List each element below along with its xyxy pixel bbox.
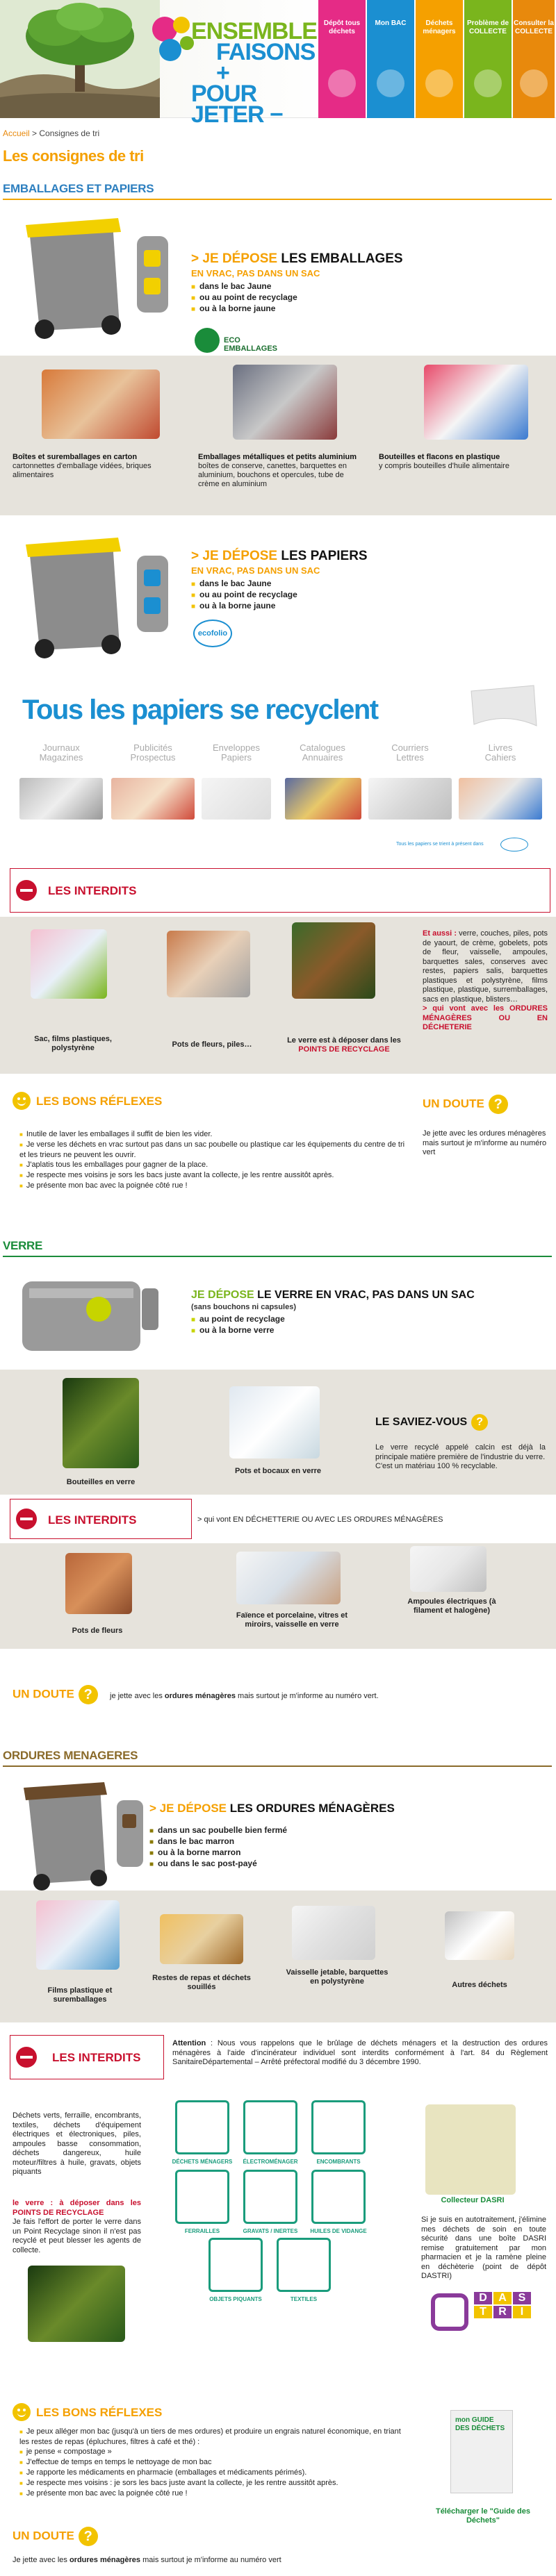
interdit-item: Pots de fleurs, piles… (172, 1040, 252, 1049)
picto-ferrailles (175, 2170, 229, 2224)
forbidden-icon (16, 1509, 37, 1529)
dastri-logo: D A S T R I (431, 2292, 542, 2332)
header (0, 0, 556, 128)
paper-footnote: Tous les papiers se trient à présent dans (396, 842, 484, 847)
picto-huiles (311, 2170, 366, 2224)
reflexe-tip: ■ J'aplatis tous les emballages pour gagner de la place. (19, 1160, 409, 1170)
guide-download-link[interactable]: Télécharger le "Guide des Déchets" (435, 2507, 531, 2525)
yellow-bin-icon (15, 208, 175, 340)
interdits-aussi: Et aussi : verre, couches, piles, pots de yaourt, de crème, gobelets, pots de fleur, vaisselle, ampoules, barquettes sales, conserves avec restes, papiers salis, barquettes plastiques et polystyrène, films plastique, plastique, surremballages, sacs en plastique, blisters… > qui vont avec les ORDURES MÉNAGÈRES OU EN DÉCHETERIE (423, 929, 548, 1031)
paper-type: Publicités Prospectus (130, 742, 176, 763)
flowerpots-image (167, 931, 250, 997)
other-waste-image (445, 1911, 514, 1960)
dasri-text: Si je suis en autotraitement, j'élimine mes déchets de soin en toute sécurité dans une boîte DASRI remise gratuitement par mon pharmacien et je la ramène pleine en déchèterie (point de dépôt DASTRI) (421, 2216, 546, 2280)
reflexe-tip: ■ Je respecte mes voisins : je sors les bacs juste avant la collecte, je les rentre aussitôt après. (19, 2478, 409, 2488)
breadcrumb (3, 128, 99, 138)
smiley-icon (13, 2403, 31, 2421)
doute-title: UN DOUTE ? (13, 1685, 98, 1704)
picto-label: GRAVATS / INERTES (243, 2228, 298, 2234)
trash-icon (328, 69, 356, 97)
om-category: Vaisselle jetable, barquettes en polystyrène (286, 1968, 389, 1986)
picto-textiles (277, 2238, 331, 2292)
depose-item: ■ dans le bac Jaune (191, 579, 539, 588)
flowerpots-image (65, 1553, 132, 1614)
food-waste-image (160, 1914, 243, 1964)
interdits-emballages-box (10, 868, 550, 913)
picto-electromenager (243, 2100, 297, 2154)
logo-line2: FAISONS + (216, 39, 316, 86)
books-image (459, 778, 542, 820)
section-title-verre: VERRE (3, 1239, 43, 1252)
ecofolio-logo: ecofolio (193, 620, 232, 647)
depose-item: ■ au point de recyclage (191, 1314, 546, 1324)
paper-type: Catalogues Annuaires (300, 742, 345, 763)
depose-what: LES ORDURES MÉNAGÈRES (227, 1802, 395, 1815)
brown-bin-icon (15, 1775, 147, 1893)
nav-tile-consulter[interactable] (513, 0, 555, 118)
catalogues-image (285, 778, 361, 820)
glass-container-icon (15, 1268, 161, 1365)
interdits-om-verre: le verre : à déposer dans les POINTS DE RECYCLAGE Je fais l'effort de porter le verre dans un Point Recyclage sinon il n'est pas recyclé et peut blesser les agents de collecte. (13, 2199, 141, 2254)
dasri-collector-image (425, 2104, 516, 2195)
doute-verre-text: je jette avec les ordures ménagères mais surtout je m'informe au numéro vert. (110, 1692, 379, 1700)
question-icon: ? (471, 1414, 488, 1431)
section-divider (3, 1765, 552, 1767)
nav-tile-menagers[interactable] (416, 0, 463, 118)
carton-image (42, 369, 160, 439)
interdit-item: Le verre est à déposer dans les POINTS DE RECYCLAGE (287, 1036, 401, 1054)
reflexe-tip: ■ Je peux alléger mon bac (jusqu'à un tiers de mes ordures) et produire un engrais naturel économique, en triant les restes de repas (épluchures, filtres à café et thé) : (19, 2427, 409, 2447)
depose-item: ■ ou au point de recyclage (191, 292, 539, 302)
depose-sub: EN VRAC, PAS DANS UN SAC (191, 268, 320, 279)
reflexe-tip: ■ J'effectue de temps en temps le nettoyage de mon bac (19, 2457, 409, 2468)
question-icon: ? (79, 2527, 98, 2546)
interdit-item: Ampoules électriques (à filament et halogène) (407, 1597, 496, 1615)
paper-sheet-icon (464, 684, 541, 733)
verre-category: Pots et bocaux en verre (234, 1467, 322, 1475)
envelopes-image (202, 778, 271, 820)
nav-label: Problème de COLLECTE (466, 19, 509, 35)
category-bottles: Bouteilles et flacons en plastique y compris bouteilles d'huile alimentaire (379, 453, 509, 470)
paper-type: Livres Cahiers (484, 742, 516, 763)
depose-je: > JE DÉPOSE (191, 251, 278, 266)
depose-je: JE DÉPOSE (191, 1289, 254, 1301)
section-divider (3, 199, 552, 200)
metal-image (233, 365, 337, 440)
nav-tile-probleme[interactable] (464, 0, 512, 118)
bulbs-image (410, 1546, 486, 1592)
depose-om (149, 1802, 539, 1870)
nav-label: Déchets ménagers (423, 19, 456, 35)
interdits-om-text: Déchets verts, ferraille, encombrants, textiles, déchets d'équipement électriques et électroniques, piles, ampoules basse consommation, déchets dangereux, huile moteur/filtres à huile, gravats, objets piquants (13, 2111, 141, 2176)
search-icon (520, 69, 548, 97)
section-divider (3, 1256, 552, 1257)
reflexes-list (19, 2427, 409, 2499)
picto-label: TEXTILES (290, 2296, 318, 2302)
nav-label: Mon BAC (375, 19, 407, 27)
bottles-image (424, 365, 528, 440)
om-category: Films plastique et suremballages (47, 1986, 113, 2004)
doute-om-text: Je jette avec les ordures ménagères mais surtout je m'informe au numéro vert (13, 2556, 281, 2564)
breadcrumb-home-link[interactable]: Accueil (3, 128, 30, 138)
guide-cover[interactable] (450, 2410, 513, 2493)
om-category: Autres déchets (452, 1981, 507, 1989)
picto-label: ÉLECTROMÉNAGER (243, 2159, 298, 2165)
picto-label: DÉCHETS MÉNAGERS (172, 2159, 233, 2165)
reflexe-tip: ■ Inutile de laver les emballages il suffit de bien les vider. (19, 1129, 409, 1140)
depose-je: > JE DÉPOSE (149, 1802, 227, 1815)
logo-line3: POUR JETER − (191, 81, 283, 128)
nav-label: Consulter la COLLECTE (514, 19, 554, 35)
depose-item: ■ dans le bac marron (149, 1836, 539, 1846)
interdits-label: LES INTERDITS (48, 1513, 137, 1527)
smiley-icon (13, 1092, 31, 1110)
picto-label: OBJETS PIQUANTS (209, 2296, 262, 2302)
picto-label: HUILES DE VIDANGE (310, 2228, 367, 2234)
interdit-item: Faïence et porcelaine, vitres et miroirs, vaisselle en verre (236, 1611, 348, 1629)
depose-je: > JE DÉPOSE (191, 549, 278, 563)
picto-encombrants (311, 2100, 366, 2154)
category-metal: Emballages métalliques et petits aluminium boîtes de conserve, canettes, barquettes en aluminium, bouchons et opercules, tube de crème en aluminium (198, 453, 357, 488)
newspapers-image (19, 778, 103, 820)
depose-item: ■ dans le bac Jaune (191, 281, 539, 291)
wine-bottles-image (28, 2266, 125, 2342)
category-carton: Boîtes et suremballages en carton cartonnettes d'emballage vidées, briques alimentaires (13, 453, 152, 479)
interdits-verre-note: > qui vont EN DÉCHETTERIE OU AVEC LES ORDURES MÉNAGÈRES (197, 1515, 443, 1524)
partner-label: ECO EMBALLAGES (224, 336, 277, 353)
house-icon (425, 69, 453, 97)
picto-objets-piquants (208, 2238, 263, 2292)
interdits-label: LES INTERDITS (48, 884, 137, 897)
interdits-om-box (10, 2035, 164, 2079)
depose-item: ■ dans un sac poubelle bien fermé (149, 1825, 539, 1835)
picto-label: FERRAILLES (184, 2228, 220, 2234)
breadcrumb-sep: > (32, 128, 38, 138)
question-icon: ? (489, 1095, 508, 1114)
reflexe-tip: ■ Je rapporte les médicaments en pharmacie (emballages et médicaments périmés). (19, 2468, 409, 2478)
prospectus-image (111, 778, 195, 820)
depose-item: ■ ou à la borne verre (191, 1325, 546, 1335)
doute-title: UN DOUTE ? (13, 2527, 98, 2546)
porcelain-image (236, 1552, 341, 1604)
doute-text: Je jette avec les ordures ménagères mais surtout je m'informe au numéro vert (423, 1129, 547, 1156)
section-title-emballages: EMBALLAGES ET PAPIERS (3, 182, 154, 195)
paper-type: Courriers Lettres (391, 742, 429, 763)
reflexes-title: LES BONS RÉFLEXES (36, 2406, 163, 2419)
reflexe-tip: ■ Je respecte mes voisins je sors les bacs juste avant la collecte, je les rentre aussitôt après. (19, 1170, 409, 1181)
reflexe-tip: ■ Je présente mon bac avec la poignée côté rue ! (19, 2488, 409, 2499)
depose-sub: EN VRAC, PAS DANS UN SAC (191, 565, 320, 576)
depose-what: LES EMBALLAGES (277, 251, 403, 266)
wine-bottles-image (63, 1378, 139, 1468)
nav-label: Dépôt tous déchets (323, 19, 361, 35)
guide-title: mon GUIDE DES DÉCHETS (455, 2416, 505, 2432)
depose-what: LE VERRE EN VRAC, PAS DANS UN SAC (254, 1289, 475, 1301)
depose-item: ■ ou à la borne jaune (191, 304, 539, 313)
question-icon: ? (79, 1685, 98, 1704)
main-nav (318, 0, 556, 118)
reflexe-tip: ■ Je verse les déchets en vrac surtout pas dans un sac poubelle ou plastique car les équipements du centre de tri et les trieurs ne peuvent les ouvrir. (19, 1140, 409, 1160)
depose-emballages (191, 251, 539, 315)
ecofolio-small-icon (500, 838, 528, 851)
paper-type: Journaux Magazines (39, 742, 83, 763)
interdit-item: Pots de fleurs (72, 1627, 123, 1635)
doute-title: UN DOUTE ? (423, 1095, 508, 1114)
depose-sub: (sans bouchons ni capsules) (191, 1303, 296, 1311)
saviez-text: Le verre recyclé appelé calcin est déjà la principale matière première de l'industrie du verre. C'est un matériau 100 % recyclable. (375, 1443, 546, 1470)
interdit-item: Sac, films plastiques, polystyrène (34, 1035, 112, 1052)
picto-gravats (243, 2170, 297, 2224)
letters-image (368, 778, 452, 820)
films-image (36, 1900, 120, 1970)
depose-what: LES PAPIERS (277, 549, 368, 563)
tree-logo-icon (0, 0, 160, 118)
logo-line1: ENSEMBLE (191, 18, 317, 44)
page-title: Les consignes de tri (3, 147, 144, 165)
depose-papiers (191, 549, 539, 612)
eco-emballages-icon (195, 328, 220, 353)
papers-headline: Tous les papiers se recyclent (22, 695, 378, 725)
truck-icon (474, 69, 502, 97)
depose-verre (191, 1289, 546, 1336)
glass-bottles-image (292, 922, 375, 999)
dasri-label: Collecteur DASRI (441, 2196, 505, 2204)
depose-item: ■ ou dans le sac post-payé (149, 1859, 539, 1868)
section-title-om: ORDURES MENAGERES (3, 1749, 138, 1762)
forbidden-icon (16, 2047, 37, 2068)
site-logo[interactable] (191, 18, 323, 128)
paper-type: Enveloppes Papiers (213, 742, 260, 763)
reflexes-list (19, 1129, 409, 1191)
picto-label: ENCOMBRANTS (316, 2159, 361, 2165)
forbidden-icon (16, 880, 37, 901)
plastic-bags-image (31, 929, 107, 999)
depose-item: ■ ou au point de recyclage (191, 590, 539, 599)
disposable-dishes-image (292, 1906, 375, 1960)
reflexes-title: LES BONS RÉFLEXES (36, 1095, 163, 1108)
om-category: Restes de repas et déchets souillés (152, 1974, 251, 1991)
nav-tile-bac[interactable] (367, 0, 414, 118)
breadcrumb-current: Consignes de tri (39, 128, 100, 138)
interdits-label: LES INTERDITS (52, 2051, 141, 2064)
depose-item: ■ ou à la borne marron (149, 1847, 539, 1857)
reflexe-tip: ■ je pense « compostage » (19, 2447, 409, 2457)
verre-category: Bouteilles en verre (66, 1478, 136, 1486)
saviez-title: LE SAVIEZ-VOUS ? (375, 1414, 488, 1431)
nav-tile-depot[interactable] (318, 0, 366, 118)
yellow-bin-icon (15, 528, 175, 660)
bin-icon (377, 69, 404, 97)
reflexe-tip: ■ Je présente mon bac avec la poignée côté rue ! (19, 1181, 409, 1191)
jars-image (229, 1386, 320, 1459)
picto-dechets-menagers (175, 2100, 229, 2154)
interdits-verre-box (10, 1499, 192, 1539)
depose-item: ■ ou à la borne jaune (191, 601, 539, 610)
attention-text: Attention : Nous vous rappelons que le brûlage de déchets ménagers et la destruction des ordures ménagères à l'aide d'incinérateur individuel sont interdits conformément à l'art. 84 du Règlement SanitaireDépartemental – Arrêté préfectoral modifié du 3 décembre 1990. (172, 2039, 548, 2066)
